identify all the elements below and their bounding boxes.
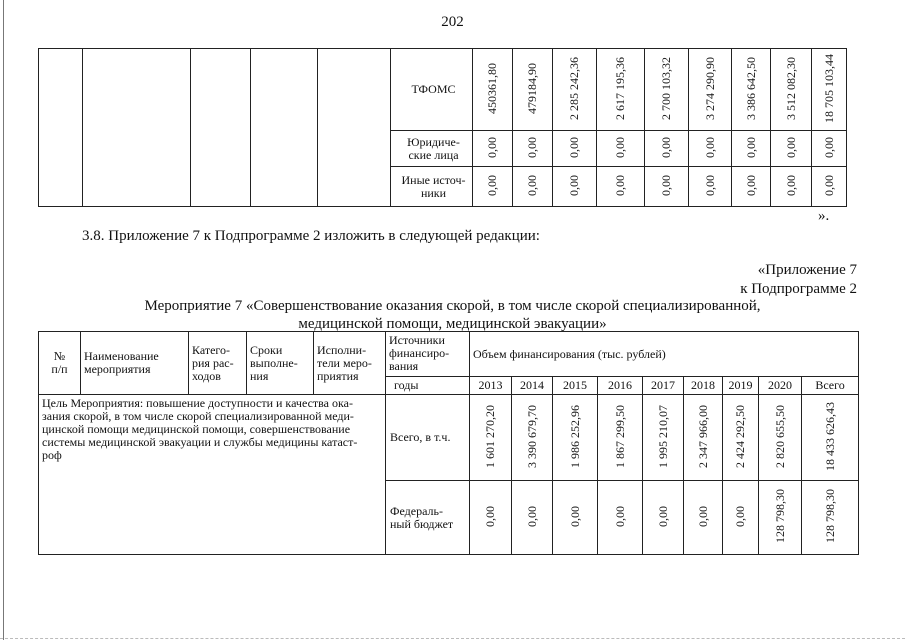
value-cell xyxy=(512,481,553,555)
page-number: 202 xyxy=(441,14,464,30)
funding-table xyxy=(38,331,859,555)
table-row xyxy=(39,395,859,481)
value-text: 1 867 299,50 xyxy=(612,404,627,468)
source-label: Всего, в т.ч. xyxy=(390,430,451,444)
value-cell xyxy=(643,481,684,555)
goal-cell xyxy=(39,395,386,555)
value-text: 0,00 xyxy=(485,136,499,158)
year-label: 2020 xyxy=(768,378,792,392)
value-cell xyxy=(689,49,732,131)
value-cell xyxy=(812,131,847,167)
value-text: 0,00 xyxy=(613,136,627,158)
value-text: 18 433 626,43 xyxy=(822,401,837,471)
value-text: 0,00 xyxy=(659,136,673,158)
measure-title-continued: медицинской помощи, медицинской эвакуации» xyxy=(298,316,607,332)
value-text: 3 390 679,70 xyxy=(524,404,539,468)
year-label: 2015 xyxy=(563,378,587,392)
goal-text: Цель Мероприятия: повышение доступности и качества ока- зания скорой, в том числе скорой специализированной меди- цинской помощи медицинской помощи, совершенствование системы медицинской эвакуации и службы медицины катаст- роф xyxy=(42,396,358,462)
value-text: 0,00 xyxy=(567,136,581,158)
value-text: 1 995 210,07 xyxy=(655,404,670,468)
value-text: 0,00 xyxy=(702,136,717,158)
value-cell xyxy=(645,49,689,131)
value-cell xyxy=(470,481,512,555)
header-name xyxy=(81,332,189,395)
appendix-subheading: к Подпрограмме 2 xyxy=(740,281,857,297)
value-cell xyxy=(597,131,645,167)
value-cell xyxy=(771,131,812,167)
value-text: 0,00 xyxy=(783,174,798,196)
value-text: 128 798,30 xyxy=(822,489,837,543)
year-cell xyxy=(470,377,512,395)
value-cell xyxy=(684,481,723,555)
value-text: 0,00 xyxy=(743,136,758,158)
value-text: 0,00 xyxy=(613,174,627,196)
value-text: 0,00 xyxy=(524,505,539,527)
header-label: Катего- рия рас- ходов xyxy=(192,342,234,383)
year-label: 2014 xyxy=(520,378,544,392)
value-text: 0,00 xyxy=(702,174,717,196)
year-cell xyxy=(684,377,723,395)
value-cell xyxy=(732,49,771,131)
empty-cell xyxy=(251,49,318,207)
value-text: 0,00 xyxy=(821,174,836,196)
value-text: 0,00 xyxy=(659,174,673,196)
value-cell xyxy=(597,49,645,131)
value-cell xyxy=(802,481,859,555)
value-cell xyxy=(512,395,553,481)
value-cell xyxy=(553,49,597,131)
value-cell xyxy=(598,395,643,481)
value-text: 0,00 xyxy=(695,505,710,527)
header-row xyxy=(39,332,859,377)
value-cell xyxy=(723,481,759,555)
years-label-cell xyxy=(386,377,470,395)
value-text: 0,00 xyxy=(567,505,582,527)
year-label: 2013 xyxy=(478,378,503,392)
header-label: № п/п xyxy=(51,349,68,376)
measure-title: Мероприятие 7 «Совершенствование оказания скорой, в том числе скорой специализированной, xyxy=(144,298,761,314)
year-label: 2017 xyxy=(651,378,675,392)
value-text: 0,00 xyxy=(567,174,581,196)
year-cell xyxy=(723,377,759,395)
value-cell xyxy=(645,167,689,207)
value-text: 18 705 103,44 xyxy=(821,53,836,123)
table-row xyxy=(39,49,847,131)
source-cell xyxy=(386,395,470,481)
value-text: 1 601 270,20 xyxy=(483,404,497,468)
year-cell xyxy=(802,377,859,395)
value-text: 0,00 xyxy=(743,174,758,196)
header-label: Сроки выполне- ния xyxy=(250,342,298,383)
value-text: 0,00 xyxy=(525,174,539,196)
header-label: Объем финансирования (тыс. рублей) xyxy=(473,346,666,361)
empty-cell xyxy=(318,49,391,207)
source-cell xyxy=(386,481,470,555)
value-text: 3 274 290,90 xyxy=(702,56,717,120)
header-executors xyxy=(314,332,386,395)
years-label: годы xyxy=(394,378,419,392)
value-cell xyxy=(689,131,732,167)
value-cell xyxy=(684,395,723,481)
closing-quote: ». xyxy=(818,208,830,224)
value-cell xyxy=(553,395,598,481)
value-cell xyxy=(723,395,759,481)
value-cell xyxy=(553,481,598,555)
value-cell xyxy=(732,167,771,207)
value-cell xyxy=(473,131,513,167)
year-label: 2019 xyxy=(728,378,753,392)
empty-cell xyxy=(191,49,251,207)
value-cell xyxy=(759,481,802,555)
value-cell xyxy=(470,395,512,481)
value-cell xyxy=(732,131,771,167)
source-cell xyxy=(391,49,473,131)
value-cell xyxy=(812,49,847,131)
value-text: 2 820 655,50 xyxy=(772,404,787,468)
empty-cell xyxy=(83,49,191,207)
year-cell xyxy=(643,377,684,395)
value-text: 0,00 xyxy=(821,136,836,158)
value-text: 0,00 xyxy=(655,505,670,527)
header-funding xyxy=(470,332,859,377)
source-cell xyxy=(391,131,473,167)
value-text: 0,00 xyxy=(485,174,499,196)
value-text: 2 700 103,32 xyxy=(659,56,673,120)
year-cell xyxy=(759,377,802,395)
source-label: Федераль- ный бюджет xyxy=(390,503,454,531)
value-text: 450361,80 xyxy=(485,62,499,114)
year-cell xyxy=(598,377,643,395)
header-num xyxy=(39,332,81,395)
value-text: 2 285 242,36 xyxy=(567,56,581,120)
value-cell xyxy=(553,167,597,207)
header-label: Наименование мероприятия xyxy=(84,349,159,376)
amendment-paragraph: 3.8. Приложение 7 к Подпрограмме 2 изложить в следующей редакции: xyxy=(82,228,540,244)
value-text: 0,00 xyxy=(525,136,539,158)
source-cell xyxy=(391,167,473,207)
value-text: 3 512 082,30 xyxy=(783,56,798,120)
value-cell xyxy=(759,395,802,481)
value-cell xyxy=(473,49,513,131)
header-category xyxy=(189,332,247,395)
value-cell xyxy=(643,395,684,481)
header-label: Исполни- тели меро- приятия xyxy=(317,342,372,383)
value-text: 0,00 xyxy=(783,136,798,158)
value-cell xyxy=(802,395,859,481)
value-text: 0,00 xyxy=(733,505,747,527)
year-label: Всего xyxy=(815,378,845,392)
source-label: ТФОМС xyxy=(411,82,456,96)
value-cell xyxy=(513,167,553,207)
value-text: 2 347 966,00 xyxy=(695,404,710,468)
value-text: 0,00 xyxy=(483,505,497,527)
appendix-heading: «Приложение 7 xyxy=(757,262,857,278)
value-cell xyxy=(553,131,597,167)
source-label: Юридиче- ские лица xyxy=(407,134,460,162)
value-cell xyxy=(598,481,643,555)
year-label: 2018 xyxy=(691,378,715,392)
value-cell xyxy=(513,49,553,131)
header-sources xyxy=(386,332,470,377)
year-cell xyxy=(553,377,598,395)
value-cell xyxy=(645,131,689,167)
value-text: 0,00 xyxy=(612,505,627,527)
value-text: 3 386 642,50 xyxy=(743,56,758,120)
value-cell xyxy=(597,167,645,207)
value-cell xyxy=(771,167,812,207)
value-cell xyxy=(771,49,812,131)
value-cell xyxy=(513,131,553,167)
value-text: 2 617 195,36 xyxy=(613,56,627,120)
source-label: Иные источ- ники xyxy=(401,172,466,200)
continuation-table xyxy=(38,48,847,207)
header-terms xyxy=(247,332,314,395)
year-cell xyxy=(512,377,553,395)
year-label: 2016 xyxy=(608,378,632,392)
value-cell xyxy=(473,167,513,207)
header-label: Источники финансиро- вания xyxy=(389,333,450,373)
value-text: 1 986 252,96 xyxy=(567,404,582,468)
value-text: 2 424 292,50 xyxy=(733,404,747,468)
empty-cell xyxy=(39,49,83,207)
value-text: 479184,90 xyxy=(525,62,539,114)
value-cell xyxy=(689,167,732,207)
value-text: 128 798,30 xyxy=(772,489,787,543)
value-cell xyxy=(812,167,847,207)
